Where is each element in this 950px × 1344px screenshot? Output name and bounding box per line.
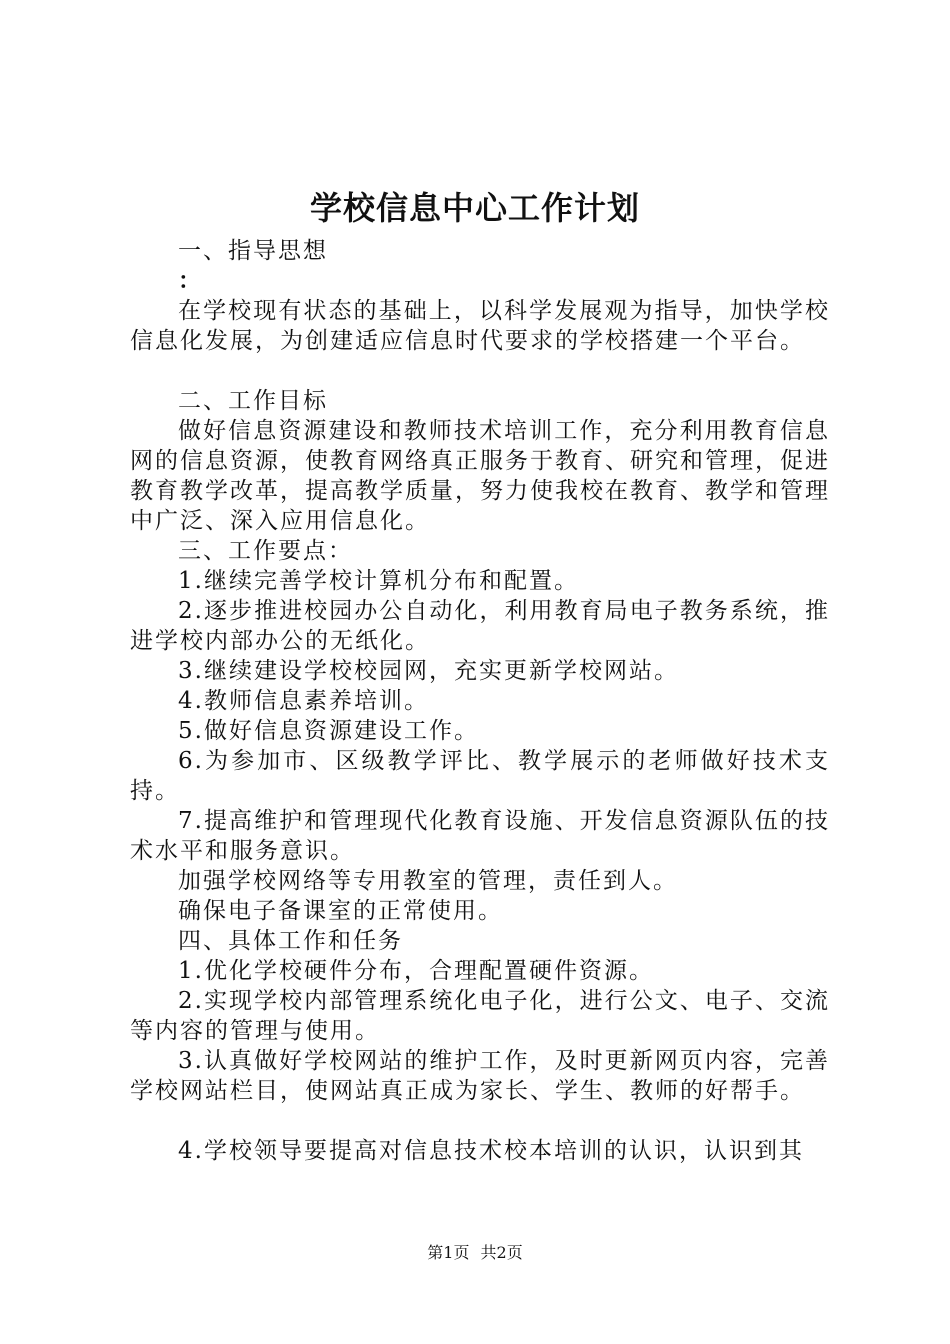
- key-point-4: 4.教师信息素养培训。: [178, 688, 429, 714]
- key-point-9: 确保电子备课室的正常使用。: [178, 898, 503, 924]
- key-point-7: 7.提高维护和管理现代化教育设施、开发信息资源队伍的技术水平和服务意识。: [130, 808, 830, 864]
- heading-key-points: 三、工作要点：: [178, 538, 353, 564]
- document-body: [130, 236, 830, 1166]
- task-2: 2.实现学校内部管理系统化电子化，进行公文、电子、交流等内容的管理与使用。: [130, 988, 830, 1044]
- key-point-3: 3.继续建设学校校园网，充实更新学校网站。: [178, 658, 679, 684]
- heading-specific-tasks: 四、具体工作和任务: [178, 928, 403, 954]
- heading-guiding-thought: 一、指导思想: [178, 238, 328, 264]
- blank-line: [130, 356, 830, 386]
- blank-line: [130, 1106, 830, 1136]
- task-4: 4.学校领导要提高对信息技术校本培训的认识，认识到其: [178, 1138, 804, 1164]
- key-point-6: 6.为参加市、区级教学评比、教学展示的老师做好技术支持。: [130, 748, 830, 804]
- document-title: 学校信息中心工作计划: [309, 189, 640, 227]
- key-point-8: 加强学校网络等专用教室的管理，责任到人。: [178, 868, 678, 894]
- key-point-5: 5.做好信息资源建设工作。: [178, 718, 479, 744]
- paragraph-work-goals: 做好信息资源建设和教师技术培训工作，充分利用教育信息网的信息资源，使教育网络真正服务于教育、研究和管理，促进教育教学改革，提高教学质量，努力使我校在教育、教学和管理中广泛、深入应用信息化。: [130, 418, 830, 534]
- key-point-1: 1.继续完善学校计算机分布和配置。: [178, 568, 579, 594]
- page-total: 共2页: [480, 1243, 523, 1262]
- paragraph-guiding-thought: 在学校现有状态的基础上，以科学发展观为指导，加快学校信息化发展，为创建适应信息时代要求的学校搭建一个平台。: [130, 298, 830, 354]
- key-point-2: 2.逐步推进校园办公自动化，利用教育局电子教务系统，推进学校内部办公的无纸化。: [130, 598, 830, 654]
- task-1: 1.优化学校硬件分布，合理配置硬件资源。: [178, 958, 654, 984]
- heading-work-goals: 二、工作目标: [178, 388, 328, 414]
- stray-colon: ：: [178, 267, 203, 294]
- page-number: 第1页: [427, 1243, 470, 1262]
- task-3: 3.认真做好学校网站的维护工作，及时更新网页内容，完善学校网站栏目，使网站真正成为家长、学生、教师的好帮手。: [130, 1048, 830, 1104]
- page-footer: [0, 1241, 950, 1265]
